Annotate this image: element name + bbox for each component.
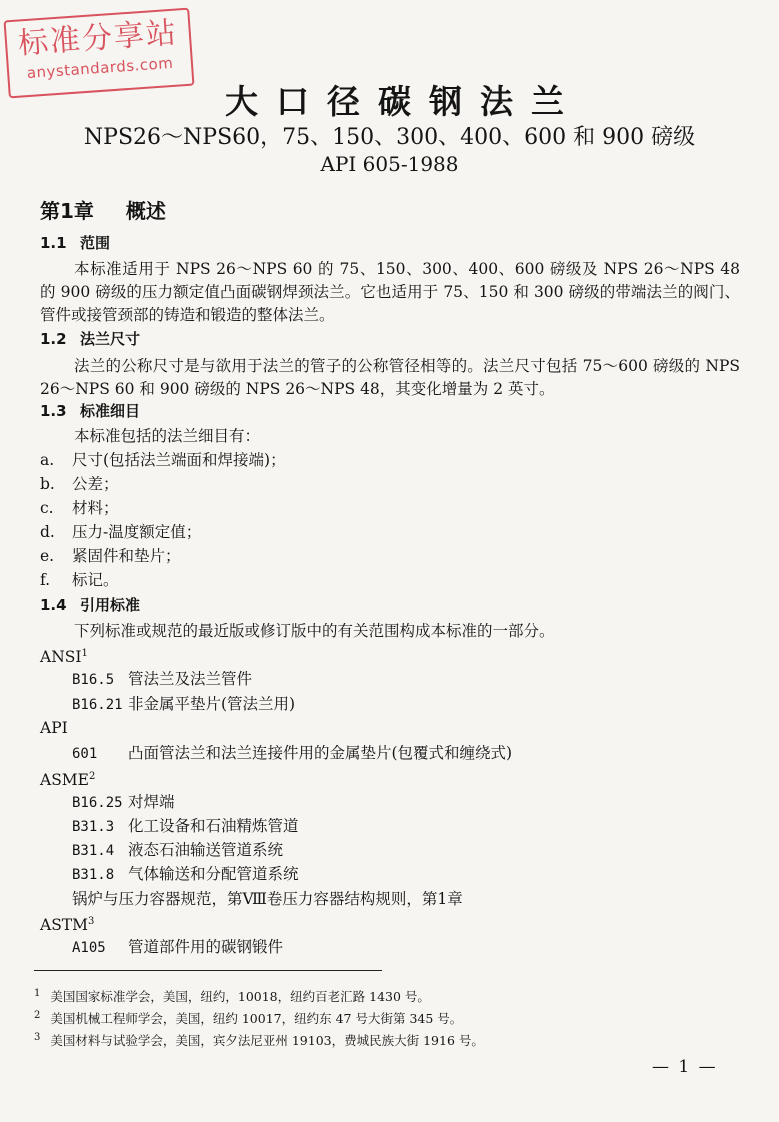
list-text: 紧固件和垫片； — [72, 547, 181, 565]
document-code: API 605-1988 — [320, 152, 459, 176]
ref-code: B16.21 — [72, 697, 123, 713]
ref-code: B31.3 — [72, 819, 115, 835]
footnote-mark: 3 — [88, 916, 95, 927]
ref-group-asme — [40, 766, 95, 791]
footnote-mark: 3 — [34, 1031, 41, 1043]
ref-item — [72, 791, 175, 814]
ref-group-api: API — [40, 719, 68, 737]
list-label: b. — [40, 475, 55, 493]
footnote — [34, 987, 430, 1005]
ref-item — [72, 936, 283, 959]
chapter-number: 第1章 — [40, 199, 94, 223]
list-item — [40, 545, 181, 567]
section-1-4-intro: 下列标准或规范的最近版或修订版中的有关范围构成本标准的一部分。 — [74, 622, 555, 640]
org-name: ANSI — [40, 648, 82, 667]
section-heading-1-1 — [40, 232, 110, 254]
footnote-text: 美国材料与试验学会，美国，宾夕法尼亚州 19103，费城民族大街 1916 号。 — [50, 1033, 484, 1048]
footnote-mark: 1 — [81, 648, 88, 659]
section-number: 1.1 — [40, 234, 67, 252]
ref-title: 气体输送和分配管道系统 — [128, 865, 299, 883]
section-number: 1.3 — [40, 402, 67, 420]
ref-title: 液态石油输送管道系统 — [128, 841, 284, 859]
footnote — [34, 1009, 462, 1027]
list-label: e. — [40, 547, 55, 565]
ref-item — [72, 815, 299, 838]
org-name: ASTM — [40, 916, 89, 935]
ref-code: B31.4 — [72, 843, 115, 859]
list-text: 材料； — [72, 499, 119, 517]
section-title: 引用标准 — [80, 596, 141, 614]
list-item — [40, 521, 201, 543]
org-name: ASME — [40, 771, 89, 790]
section-heading-1-2 — [40, 328, 140, 350]
list-text: 压力-温度额定值； — [72, 523, 202, 541]
ref-title: 管道部件用的碳钢锻件 — [128, 938, 284, 956]
ref-code: B16.5 — [72, 672, 115, 688]
ref-code: B16.25 — [72, 795, 123, 811]
section-heading-1-3 — [40, 400, 140, 422]
ref-group-astm — [40, 911, 94, 936]
page-number: — 1 — — [652, 1057, 718, 1077]
section-1-2-text: 法兰的公称尺寸是与欲用于法兰的管子的公称管径相等的。法兰尺寸包括 75～600 磅级的 NPS 26～NPS 60 和 900 磅级的 NPS 26～NPS 48，其变化增量为 2 英寸。 — [40, 357, 740, 398]
list-label: a. — [40, 451, 55, 469]
ref-title: 对焊端 — [128, 793, 175, 811]
list-label: d. — [40, 523, 55, 541]
section-title: 法兰尺寸 — [80, 330, 141, 348]
section-title: 范围 — [80, 234, 111, 252]
document-title: 大口径碳钢法兰 — [225, 82, 582, 121]
ref-code: B31.8 — [72, 867, 115, 883]
list-label: c. — [40, 499, 54, 517]
ref-boiler-code: 锅炉与压力容器规范，第Ⅷ卷压力容器结构规则，第1章 — [72, 890, 463, 908]
footnote-mark: 1 — [34, 987, 41, 999]
ref-item — [72, 839, 283, 862]
ref-title: 管法兰及法兰管件 — [128, 670, 253, 688]
ref-item — [72, 742, 512, 765]
ref-title: 非金属平垫片(管法兰用) — [128, 695, 296, 713]
ref-title: 化工设备和石油精炼管道 — [128, 817, 299, 835]
document-subtitle: NPS26～NPS60，75、150、300、400、600 和 900 磅级 — [83, 125, 696, 150]
section-number: 1.4 — [40, 596, 67, 614]
list-text: 标记。 — [72, 571, 119, 589]
ref-title: 凸面管法兰和法兰连接件用的金属垫片(包覆式和缠绕式) — [128, 744, 513, 762]
list-text: 尺寸(包括法兰端面和焊接端)； — [72, 451, 286, 469]
section-1-1-text: 本标准适用于 NPS 26～NPS 60 的 75、150、300、400、600 磅级及 NPS 26～NPS 48 的 900 磅级的压力额定值凸面碳钢焊颈法兰。它也适用于 75、150 和 300 磅级的带端法兰的阀门、管件或接管颈部的铸造和锻造的整体法兰。 — [40, 260, 740, 324]
footnote-text: 美国机械工程师学会，美国，纽约 10017，纽约东 47 号大街第 345 号。 — [50, 1011, 463, 1026]
stamp-chinese: 标准分享站 — [16, 15, 180, 62]
footnote-mark: 2 — [34, 1009, 41, 1021]
list-item — [40, 497, 119, 519]
chapter-name: 概述 — [125, 199, 166, 223]
section-1-3-intro: 本标准包括的法兰细目有： — [74, 427, 261, 445]
footnote — [34, 1031, 484, 1049]
list-text: 公差； — [72, 475, 119, 493]
ref-item — [72, 863, 299, 886]
ref-item — [72, 668, 252, 691]
footnote-divider — [34, 970, 382, 971]
chapter-heading — [40, 200, 166, 222]
ref-group-ansi — [40, 643, 88, 668]
ref-code: A105 — [72, 940, 106, 956]
footnote-text: 美国国家标准学会，美国，纽约，10018，纽约百老汇路 1430 号。 — [50, 989, 430, 1004]
list-item — [40, 449, 286, 471]
stamp-url: anystandards.com — [26, 53, 174, 83]
list-label: f. — [40, 571, 51, 589]
section-number: 1.2 — [40, 330, 67, 348]
ref-item — [72, 693, 295, 716]
list-item — [40, 569, 119, 591]
list-item — [40, 473, 119, 495]
section-title: 标准细目 — [80, 402, 141, 420]
footnote-mark: 2 — [89, 771, 96, 782]
section-heading-1-4 — [40, 594, 140, 616]
ref-code: 601 — [72, 746, 98, 762]
